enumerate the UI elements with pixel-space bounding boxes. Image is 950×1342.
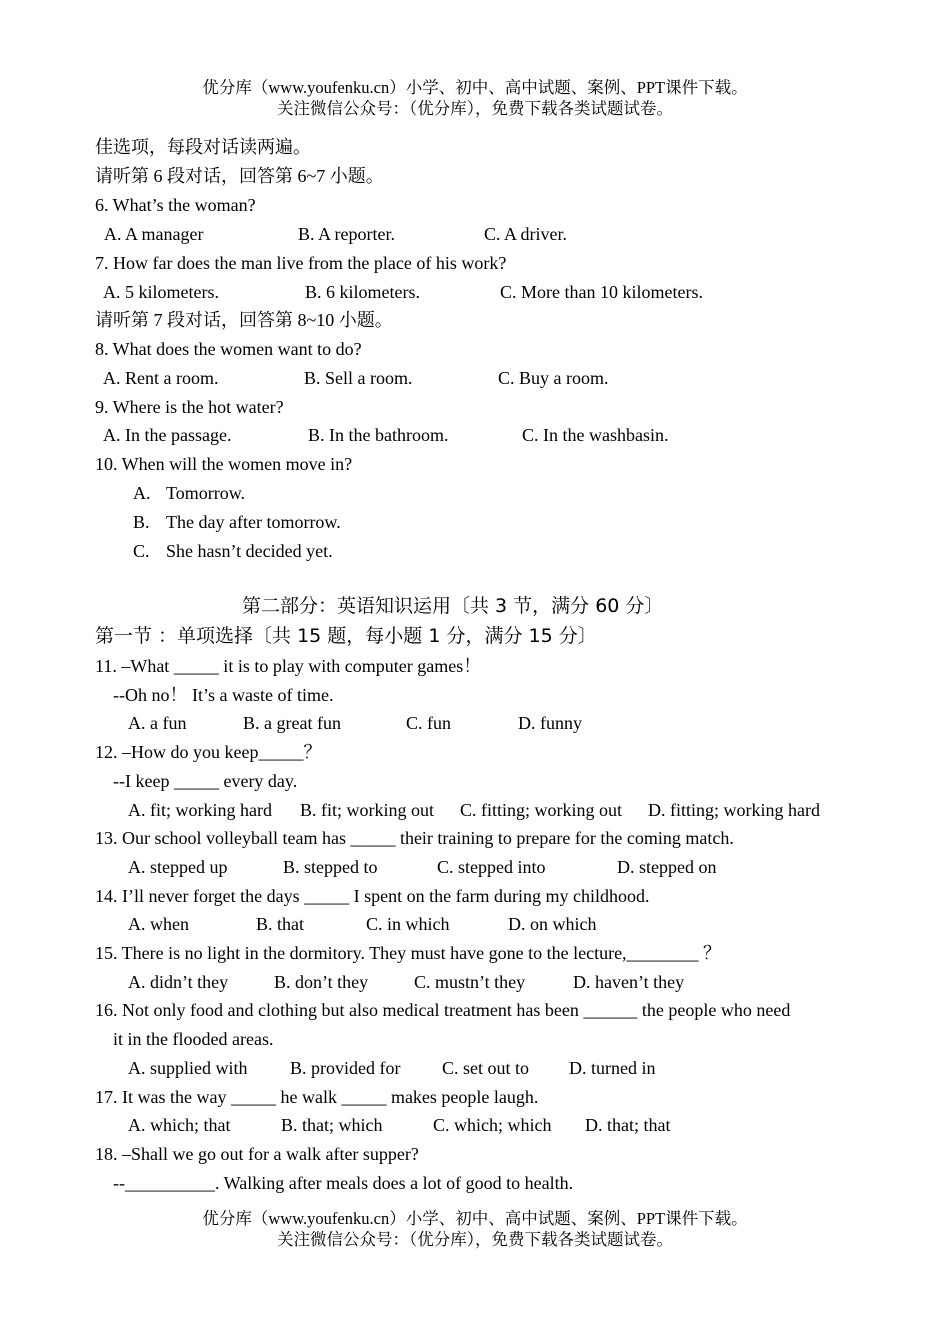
question-9-stem: 9. Where is the hot water? — [95, 397, 284, 417]
question-13-option-b: B. stepped to — [283, 857, 378, 877]
question-9-option-c: C. In the washbasin. — [522, 425, 669, 445]
question-15-option-b: B. don’t they — [274, 972, 369, 992]
question-7-stem: 7. How far does the man live from the place of his work? — [95, 253, 507, 273]
part-2-title: 第二部分：英语知识运用〔共 3 节，满分 60 分〕 — [242, 595, 664, 617]
question-8-option-b: B. Sell a room. — [304, 368, 413, 388]
intro-line-1: 佳选项，每段对话读两遍。 — [95, 137, 311, 157]
question-14-option-c: C. in which — [366, 914, 450, 934]
question-17-stem: 17. It was the way _____ he walk _____ makes people laugh. — [95, 1087, 539, 1107]
question-7-option-c: C. More than 10 kilometers. — [500, 282, 703, 302]
question-17-option-b: B. that; which — [281, 1115, 383, 1135]
question-11-option-a: A. a fun — [128, 713, 187, 733]
question-17-option-d: D. that; that — [585, 1115, 671, 1135]
question-15-option-d: D. haven’t they — [573, 972, 685, 992]
footer-line-1: 优分库（www.youfenku.cn）小学、初中、高中试题、案例、PPT课件下载。 — [202, 1209, 748, 1228]
question-11-option-b: B. a great fun — [243, 713, 341, 733]
question-14-option-b: B. that — [256, 914, 304, 934]
question-13-option-a: A. stepped up — [128, 857, 228, 877]
section-1-title: 第一节 ：单项选择〔共 15 题，每小题 1 分，满分 15 分〕 — [95, 625, 597, 647]
question-11-option-d: D. funny — [518, 713, 582, 733]
question-8-stem: 8. What does the women want to do? — [95, 339, 362, 359]
question-6-stem: 6. What’s the woman? — [95, 195, 256, 215]
question-12-reply: --I keep _____ every day. — [113, 771, 298, 791]
question-9-option-a: A. In the passage. — [103, 425, 232, 445]
question-16-stem: 16. Not only food and clothing but also medical treatment has been ______ the people who need — [95, 1000, 791, 1020]
question-6-option-c: C. A driver. — [484, 224, 568, 244]
question-15-option-c: C. mustn’t they — [414, 972, 526, 992]
question-12-option-a: A. fit; working hard — [128, 800, 272, 820]
question-10-option-b: The day after tomorrow. — [166, 512, 341, 532]
question-12-option-b: B. fit; working out — [300, 800, 434, 820]
question-18-reply: --__________. Walking after meals does a lot of good to health. — [113, 1173, 574, 1193]
question-6-option-a: A. A manager — [104, 224, 204, 244]
question-10-option-b-letter: B. — [133, 512, 150, 532]
question-17-option-c: C. which; which — [433, 1115, 552, 1135]
question-7-option-b: B. 6 kilometers. — [305, 282, 420, 302]
question-14-stem: 14. I’ll never forget the days _____ I spent on the farm during my childhood. — [95, 886, 650, 906]
question-14-option-a: A. when — [128, 914, 189, 934]
footer-line-2: 关注微信公众号：（优分库），免费下载各类试题试卷。 — [277, 1230, 673, 1249]
question-12-option-c: C. fitting; working out — [460, 800, 622, 820]
question-18-stem: 18. –Shall we go out for a walk after supper? — [95, 1144, 419, 1164]
question-10-option-a-letter: A. — [133, 483, 151, 503]
question-8-option-c: C. Buy a room. — [498, 368, 609, 388]
question-16-stem-continued: it in the flooded areas. — [113, 1029, 274, 1049]
question-13-stem: 13. Our school volleyball team has _____ their training to prepare for the coming match. — [95, 828, 734, 848]
question-13-option-c: C. stepped into — [437, 857, 546, 877]
question-15-stem: 15. There is no light in the dormitory. They must have gone to the lecture,________ ？ — [95, 943, 722, 963]
question-12-option-d: D. fitting; working hard — [648, 800, 820, 820]
intro-line-2: 请听第 6 段对话，回答第 6~7 小题。 — [95, 166, 384, 186]
dialog-7-instruction: 请听第 7 段对话，回答第 8~10 小题。 — [95, 310, 393, 330]
question-16-option-a: A. supplied with — [128, 1058, 248, 1078]
question-16-option-d: D. turned in — [569, 1058, 656, 1078]
question-10-option-c-letter: C. — [133, 541, 150, 561]
header-line-1: 优分库（www.youfenku.cn）小学、初中、高中试题、案例、PPT课件下载。 — [202, 78, 748, 97]
question-17-option-a: A. which; that — [128, 1115, 231, 1135]
question-9-option-b: B. In the bathroom. — [308, 425, 449, 445]
question-15-option-a: A. didn’t they — [128, 972, 229, 992]
question-10-option-a: Tomorrow. — [166, 483, 246, 503]
question-11-stem: 11. –What _____ it is to play with computer games！ — [95, 656, 482, 676]
question-13-option-d: D. stepped on — [617, 857, 717, 877]
header-line-2: 关注微信公众号：（优分库），免费下载各类试题试卷。 — [277, 99, 673, 118]
question-10-stem: 10. When will the women move in? — [95, 454, 353, 474]
question-12-stem: 12. –How do you keep_____？ — [95, 742, 322, 762]
question-11-reply: --Oh no！ It’s a waste of time. — [113, 685, 334, 705]
question-16-option-c: C. set out to — [442, 1058, 530, 1078]
question-7-option-a: A. 5 kilometers. — [103, 282, 219, 302]
question-10-option-c: She hasn’t decided yet. — [166, 541, 333, 561]
question-6-option-b: B. A reporter. — [298, 224, 395, 244]
question-11-option-c: C. fun — [406, 713, 451, 733]
question-8-option-a: A. Rent a room. — [103, 368, 219, 388]
question-16-option-b: B. provided for — [290, 1058, 401, 1078]
question-14-option-d: D. on which — [508, 914, 597, 934]
